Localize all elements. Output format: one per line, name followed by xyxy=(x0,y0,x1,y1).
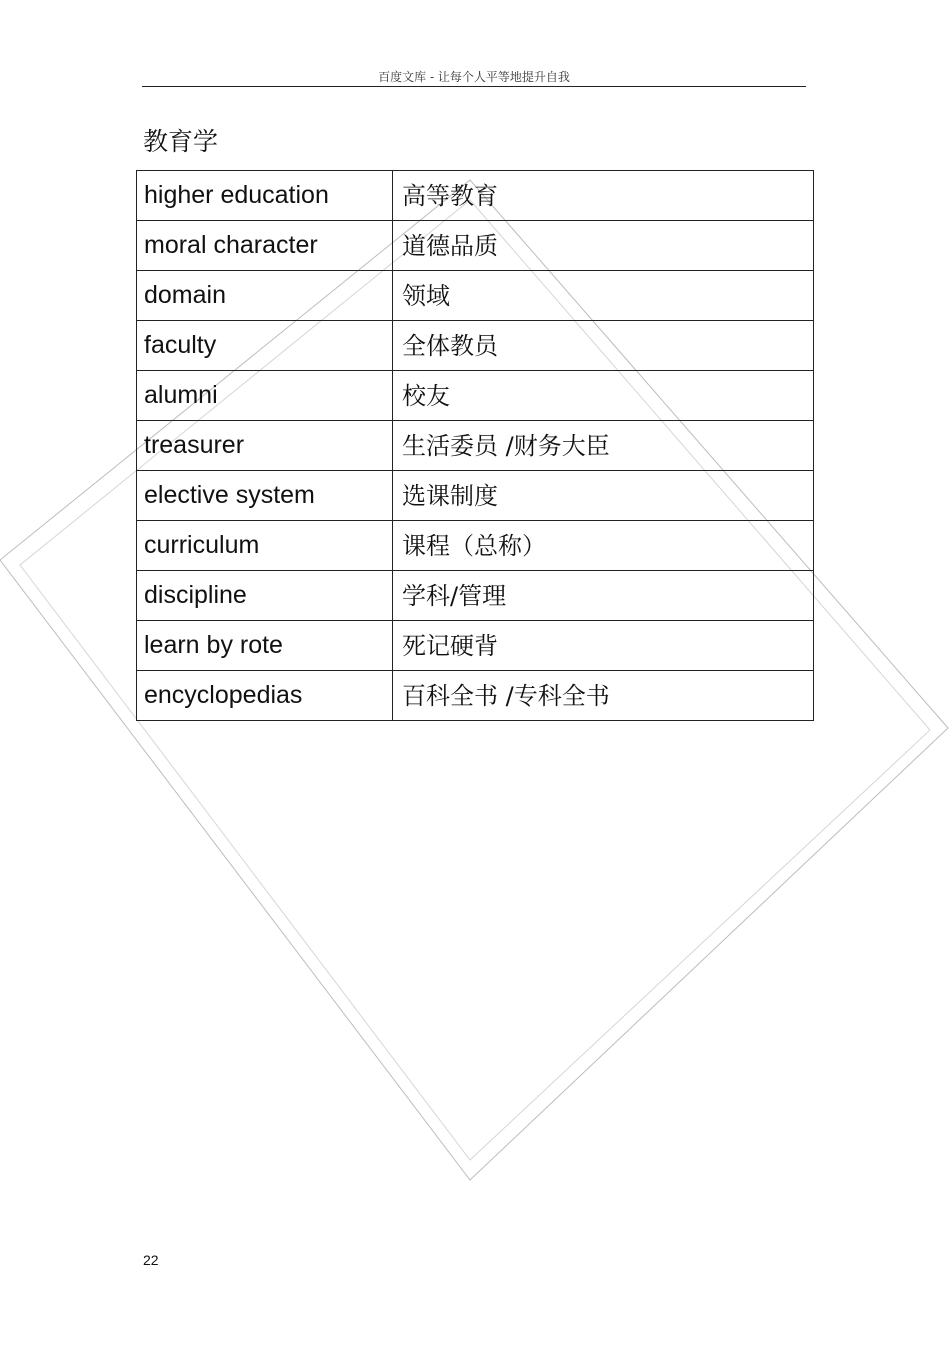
term-en: moral character xyxy=(137,221,393,271)
table-row xyxy=(137,221,814,271)
page-header xyxy=(142,62,806,87)
term-en: elective system xyxy=(137,471,393,521)
term-en: alumni xyxy=(137,371,393,421)
term-zh: 领域 xyxy=(393,271,814,321)
vocabulary-table xyxy=(136,170,814,721)
term-zh: 学科/管理 xyxy=(393,571,814,621)
term-en: higher education xyxy=(137,171,393,221)
page-title: 教育学 xyxy=(143,127,219,156)
term-zh: 百科全书 /专科全书 xyxy=(393,671,814,721)
term-zh: 校友 xyxy=(393,371,814,421)
term-zh: 课程（总称） xyxy=(393,521,814,571)
term-en: learn by rote xyxy=(137,621,393,671)
table-row xyxy=(137,371,814,421)
term-en: faculty xyxy=(137,321,393,371)
table-row xyxy=(137,471,814,521)
term-en: treasurer xyxy=(137,421,393,471)
header-text: 百度文库 - 让每个人平等地提升自我 xyxy=(378,70,570,84)
table-row xyxy=(137,621,814,671)
table-row xyxy=(137,321,814,371)
term-en: curriculum xyxy=(137,521,393,571)
term-zh: 道德品质 xyxy=(393,221,814,271)
term-en: encyclopedias xyxy=(137,671,393,721)
term-zh: 选课制度 xyxy=(393,471,814,521)
term-en: discipline xyxy=(137,571,393,621)
table-row xyxy=(137,271,814,321)
table-row xyxy=(137,521,814,571)
term-en: domain xyxy=(137,271,393,321)
term-zh: 全体教员 xyxy=(393,321,814,371)
term-zh: 高等教育 xyxy=(393,171,814,221)
table-row xyxy=(137,571,814,621)
page-number: 22 xyxy=(143,1252,159,1268)
table-row xyxy=(137,171,814,221)
table-row xyxy=(137,671,814,721)
term-zh: 死记硬背 xyxy=(393,621,814,671)
table-row xyxy=(137,421,814,471)
term-zh: 生活委员 /财务大臣 xyxy=(393,421,814,471)
